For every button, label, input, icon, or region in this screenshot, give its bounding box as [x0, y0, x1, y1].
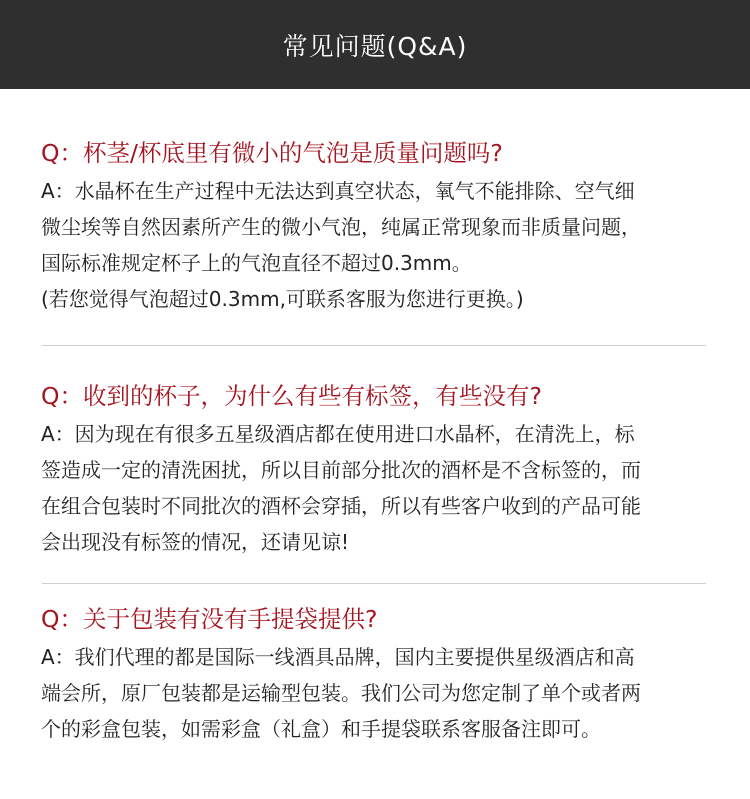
faq-question: Q：杯茎/杯底里有微小的气泡是质量问题吗?	[41, 139, 503, 167]
faq-answer-line: 国际标准规定杯子上的气泡直径不超过0.3mm。	[41, 251, 472, 275]
faq-item-bubbles	[41, 137, 711, 317]
faq-answer-line: A：水晶杯在生产过程中无法达到真空状态，氧气不能排除、空气细	[41, 179, 635, 203]
faq-item-packaging	[41, 603, 711, 747]
faq-answer-line: A：因为现在有很多五星级酒店都在使用进口水晶杯，在清洗上，标	[41, 422, 635, 446]
faq-question: Q：关于包装有没有手提袋提供?	[41, 605, 378, 633]
section-divider	[42, 583, 706, 584]
faq-answer-line: 签造成一定的清洗困扰，所以目前部分批次的酒杯是不含标签的，而	[41, 458, 641, 482]
faq-answer	[41, 173, 711, 317]
faq-answer-line: 在组合包装时不同批次的酒杯会穿插，所以有些客户收到的产品可能	[41, 494, 641, 518]
faq-answer	[41, 416, 711, 560]
page-title: 常见问题(Q&A)	[282, 31, 468, 61]
faq-answer	[41, 639, 711, 747]
faq-answer-line: 会出现没有标签的情况，还请见谅!	[41, 530, 350, 554]
faq-answer-line: A：我们代理的都是国际一线酒具品牌，国内主要提供星级酒店和高	[41, 645, 635, 669]
faq-answer-line: 个的彩盒包装，如需彩盒（礼盒）和手提袋联系客服备注即可。	[41, 717, 601, 741]
faq-item-labels	[41, 380, 711, 560]
faq-answer-line: 微尘埃等自然因素所产生的微小气泡，纯属正常现象而非质量问题，	[41, 215, 641, 239]
page-header	[0, 0, 750, 89]
section-divider	[42, 345, 706, 346]
faq-answer-line: (若您觉得气泡超过0.3mm,可联系客服为您进行更换。)	[41, 287, 524, 311]
faq-question: Q：收到的杯子，为什么有些有标签，有些没有?	[41, 382, 542, 410]
faq-answer-line: 端会所，原厂包装都是运输型包装。我们公司为您定制了单个或者两	[41, 681, 641, 705]
